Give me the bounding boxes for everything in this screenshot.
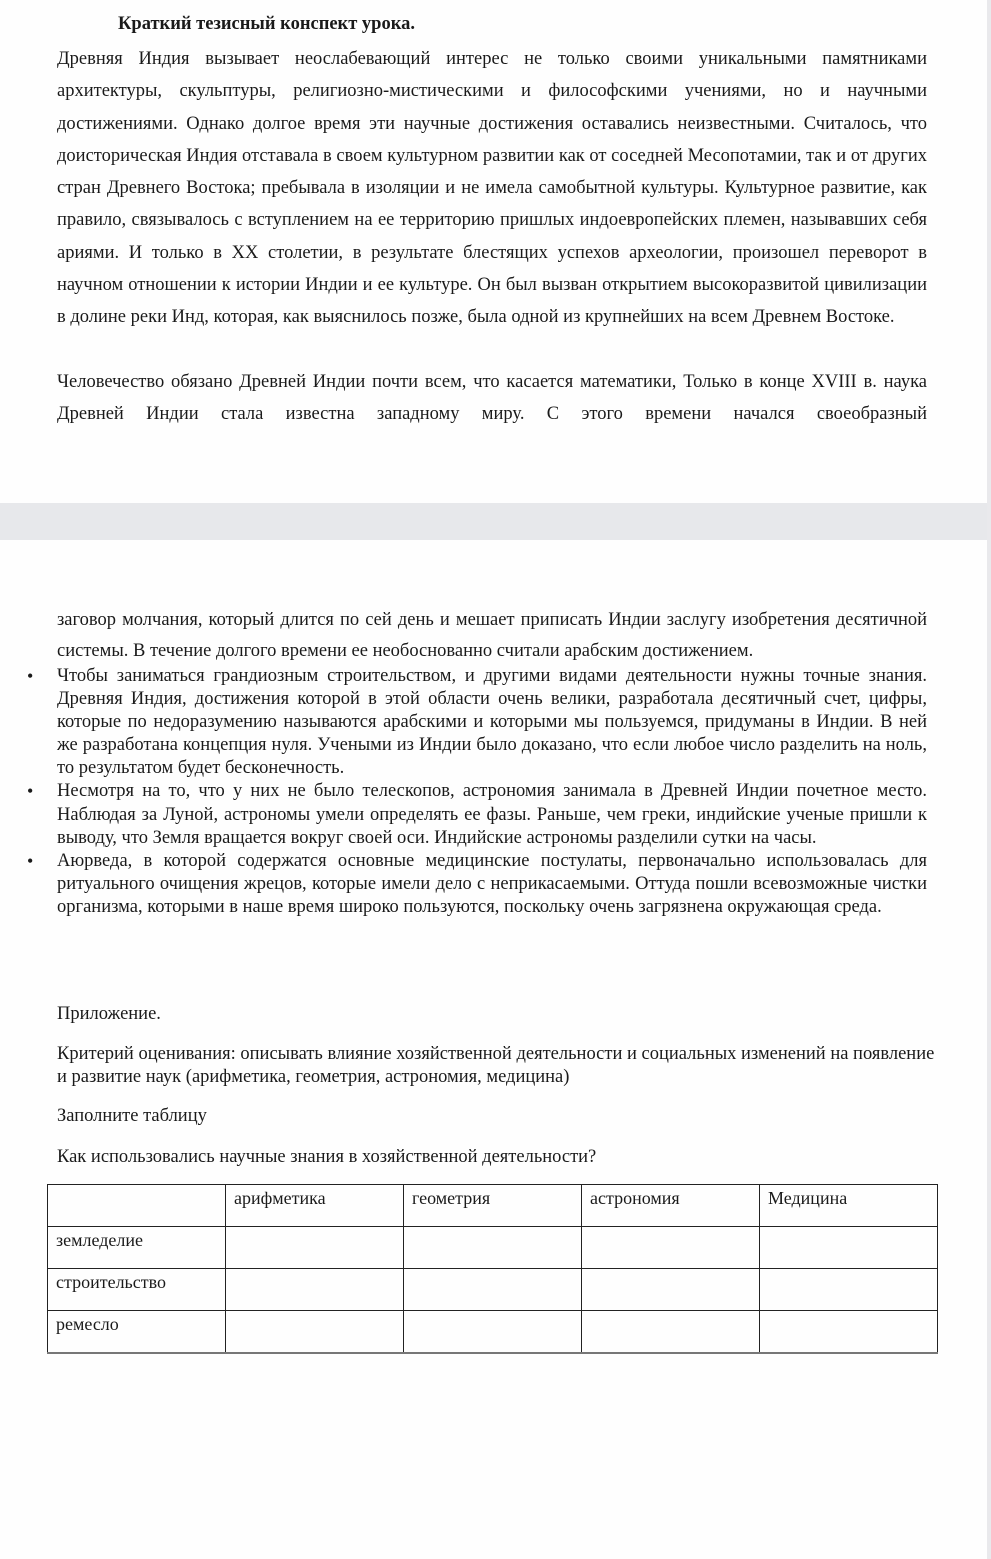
list-item	[27, 780, 927, 849]
table-row	[48, 1269, 938, 1311]
row-label-cell: строительство	[48, 1269, 226, 1311]
table-cell[interactable]	[582, 1269, 760, 1311]
list-item-text: Аюрведа, в которой содержатся основные медицинские постулаты, первоначально использовалась для ритуального очищения жрецов, которые имели дело с неприкасаемыми. Оттуда пошли всевозможные чистки организма, которыми в наше время широко пользуются, поскольку очень загрязнена окружающая среда.	[57, 850, 927, 917]
table-cell[interactable]	[760, 1311, 938, 1354]
paragraph-mathematics-part2: заговор молчания, который длится по сей день и мешает приписать Индии заслугу изобретения десятичной системы. В течение долгого времени ее необоснованно считали арабским достижением.	[57, 610, 927, 661]
table-cell[interactable]	[760, 1269, 938, 1311]
bullet-icon: •	[27, 850, 34, 871]
lesson-title: Краткий тезисный конспект урока.	[118, 14, 415, 34]
list-item-text: Чтобы заниматься грандиозным строительством, и другими видами деятельности нужны точные знания. Древняя Индия, достижения которой в этой области очень велики, разработала десятичный счет, цифры, которые по недоразумению называются арабскими и которыми мы пользуемся, придуманы в Индии. В ней же разработана концепция нуля. Учеными из Индии было доказано, что если любое число разделить на ноль, то результатом будет бесконечность.	[57, 666, 927, 779]
table-row	[48, 1227, 938, 1269]
page-separator	[0, 503, 987, 540]
row-label-cell: земледелие	[48, 1227, 226, 1269]
table-header-cell	[48, 1185, 226, 1227]
bullet-list	[27, 665, 927, 919]
paragraph-intro: Древняя Индия вызывает неослабевающий интерес не только своими уникальными памятниками архитектуры, скульптуры, религиозно-мистическими и философскими учениями, но и научными достижениями. Однако долгое время эти научные достижения оставались неизвестными. Считалось, что доисторическая Индия отставала в своем культурном развитии как от соседней Месопотамии, так и от других стран Древнего Востока; пребывала в изоляции и не имела самобытной культуры. Культурное развитие, как правило, связывалось с вступлением на ее территорию пришлых индоевропейских племен, называвших себя ариями. И только в XX столетии, в результате блестящих успехов археологии, произошел переворот в научном отношении к истории Индии и ее культуре. Он был вызван открытием высокоразвитой цивилизации в долине реки Инд, которая, как выяснилось позже, была одной из крупнейших на всем Древнем Востоке.	[57, 49, 927, 328]
table-header-cell: Медицина	[760, 1185, 938, 1227]
list-item	[27, 665, 927, 780]
table-instruction: Заполните таблицу	[57, 1106, 207, 1126]
scrollbar-track[interactable]	[987, 0, 991, 1559]
table-cell[interactable]	[226, 1269, 404, 1311]
table-row	[48, 1311, 938, 1354]
science-usage-table	[47, 1184, 938, 1354]
table-cell[interactable]	[226, 1227, 404, 1269]
table-cell[interactable]	[760, 1227, 938, 1269]
table-header-cell: геометрия	[404, 1185, 582, 1227]
document-page-1	[0, 0, 987, 503]
appendix-heading: Приложение.	[57, 1004, 161, 1024]
table-header-cell: арифметика	[226, 1185, 404, 1227]
table-cell[interactable]	[582, 1227, 760, 1269]
list-item-text: Несмотря на то, что у них не было телескопов, астрономия занимала в Древней Индии почетное место. Наблюдая за Луной, астрономы умели определять ее фазы. Раньше, чем греки, индийские ученые пришли к выводу, что Земля вращается вокруг своей оси. Индийские астрономы разделили сутки на часы.	[57, 781, 927, 848]
assessment-criterion: Критерий оценивания: описывать влияние хозяйственной деятельности и социальных изменений на появление и развитие наук (арифметика, геометрия, астрономия, медицина)	[57, 1044, 935, 1087]
row-label-cell: ремесло	[48, 1311, 226, 1354]
bullet-icon: •	[27, 666, 34, 686]
table-question: Как использовались научные знания в хозяйственной деятельности?	[57, 1147, 597, 1167]
paragraph-mathematics-part1: Человечество обязано Древней Индии почти всем, что касается математики, Только в конце XVIII в. наука Древней Индии стала известна западному миру. С этого времени начался своеобразный	[57, 372, 927, 425]
table-cell[interactable]	[404, 1269, 582, 1311]
table-cell[interactable]	[404, 1227, 582, 1269]
list-item	[27, 850, 927, 919]
table-header-row	[48, 1185, 938, 1227]
table-cell[interactable]	[404, 1311, 582, 1354]
table-cell[interactable]	[226, 1311, 404, 1354]
bullet-icon: •	[27, 781, 34, 802]
table-cell[interactable]	[582, 1311, 760, 1354]
table-header-cell: астрономия	[582, 1185, 760, 1227]
